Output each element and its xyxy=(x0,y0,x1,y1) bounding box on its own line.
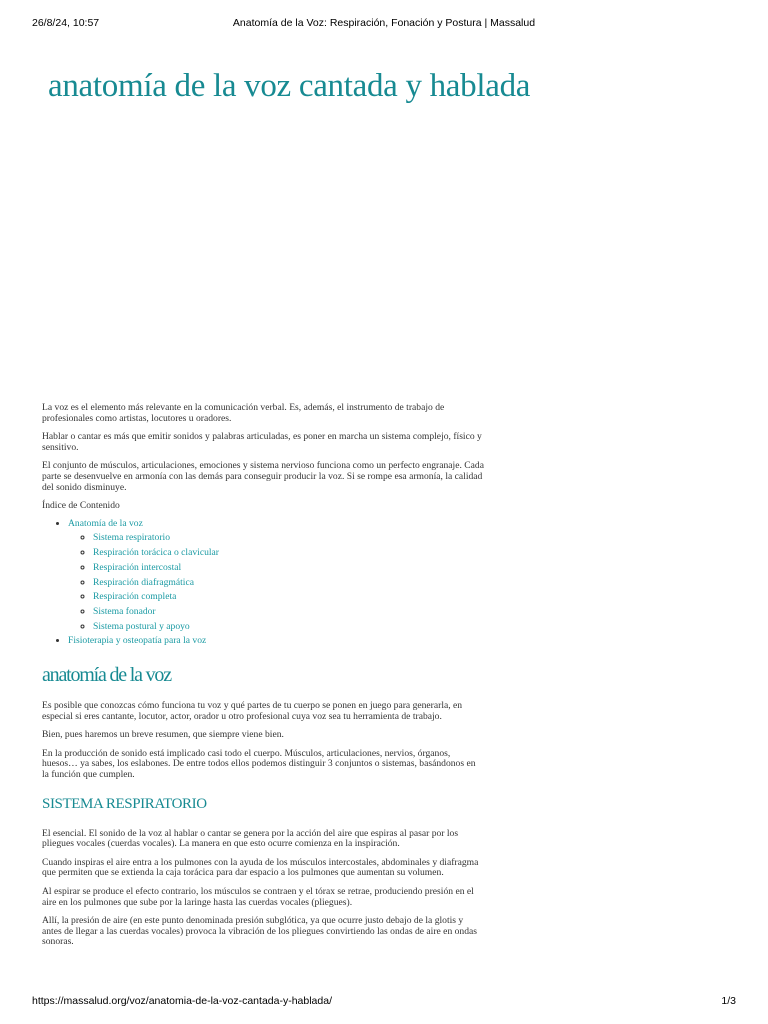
table-of-contents xyxy=(42,517,484,649)
intro-paragraph: La voz es el elemento más relevante en la comunicación verbal. Es, además, el instrumento de trabajo de profesionales como artistas, locutores u oradores. xyxy=(42,402,445,424)
toc-sublist xyxy=(68,531,484,634)
print-url: https://massalud.org/voz/anatomia-de-la-voz-cantada-y-hablada/ xyxy=(32,995,332,1007)
section-heading-anatomia: anatomía de la voz xyxy=(42,664,171,687)
toc-link-respiracion-completa[interactable]: Respiración completa xyxy=(93,591,177,603)
toc-link-respiracion-toracica[interactable]: Respiración torácica o clavicular xyxy=(93,547,219,559)
toc-link-sistema-fonador[interactable]: Sistema fonador xyxy=(93,605,156,617)
section-paragraph: Allí, la presión de aire (en este punto denominada presión subglótica, ya que ocurre justo debajo de la glotis y antes de llegar a las cuerdas vocales) provoca la vibración de los pliegues convirtiendo las ondas de aire en ondas sonoras. xyxy=(42,915,478,948)
section-paragraph: En la producción de sonido está implicado casi todo el cuerpo. Músculos, articulaciones, nervios, órganos, huesos… ya sabes, los eslabones. De entre todos ellos podemos distinguir 3 conjuntos o sistemas, basándonos en la función que cumplen. xyxy=(42,747,476,781)
toc-subitem xyxy=(93,531,484,546)
toc-link-respiracion-intercostal[interactable]: Respiración intercostal xyxy=(93,561,182,573)
page-number: 1/3 xyxy=(721,995,736,1007)
print-page-title: Anatomía de la Voz: Respiración, Fonación y Postura | Massalud xyxy=(232,17,536,29)
toc-link-sistema-postural[interactable]: Sistema postural y apoyo xyxy=(93,620,190,632)
toc-link-respiracion-diafragmatica[interactable]: Respiración diafragmática xyxy=(93,576,194,588)
toc-subitem xyxy=(93,605,484,620)
toc-subitem xyxy=(93,590,484,605)
section-heading-sistema-respiratorio: SISTEMA RESPIRATORIO xyxy=(42,795,207,812)
intro-paragraph: El conjunto de músculos, articulaciones, emociones y sistema nervioso funciona como un perfecto engranaje. Cada parte se desenvuelve en armonía con las demás para conseguir producir la voz. Si se rompe esa armonía, la calidad del sonido disminuye. xyxy=(42,460,484,493)
section-paragraph: Cuando inspiras el aire entra a los pulmones con la ayuda de los músculos intercostales, abdominales y diafragma que permiten que se extienda la caja torácica para dar espacio a los pulmones que aumentan su volumen. xyxy=(42,856,479,879)
toc-subitem xyxy=(93,546,484,561)
print-header xyxy=(0,17,768,31)
section-paragraph: Al espirar se produce el efecto contrario, los músculos se contraen y el tórax se retrae, produciendo presión en el aire en los pulmones que sube por la laringe hasta las cuerdas vocales (pliegues). xyxy=(42,886,474,908)
toc-link-fisioterapia[interactable]: Fisioterapia y osteopatía para la voz xyxy=(68,635,207,647)
toc-heading: Índice de Contenido xyxy=(42,500,120,512)
toc-subitem xyxy=(93,620,484,635)
article-body xyxy=(42,403,484,956)
section-paragraph: Bien, pues haremos un breve resumen, que siempre viene bien. xyxy=(42,729,284,741)
print-date: 26/8/24, 10:57 xyxy=(32,17,100,29)
print-footer xyxy=(0,995,768,1009)
toc-item xyxy=(68,634,484,649)
toc-link-sistema-respiratorio[interactable]: Sistema respiratorio xyxy=(93,532,170,544)
toc-subitem xyxy=(93,561,484,576)
intro-paragraph: Hablar o cantar es más que emitir sonidos y palabras articuladas, es poner en marcha un sistema complejo, físico y sensitivo. xyxy=(42,431,482,453)
toc-link-anatomia-de-la-voz[interactable]: Anatomía de la voz xyxy=(68,517,143,529)
toc-subitem xyxy=(93,576,484,591)
section-paragraph: El esencial. El sonido de la voz al hablar o cantar se genera por la acción del aire que espiras al pasar por los pliegues vocales (cuerdas vocales). La manera en que esto ocurre comienza en la inspiración. xyxy=(42,827,459,850)
toc-item xyxy=(68,517,484,635)
article-title: anatomía de la voz cantada y hablada xyxy=(48,68,531,104)
section-paragraph: Es posible que conozcas cómo funciona tu voz y qué partes de tu cuerpo se ponen en juego para generarla, en especial si eres cantante, locutor, actor, orador u otro profesional cuya voz sea tu herramienta de trabajo. xyxy=(42,700,463,722)
